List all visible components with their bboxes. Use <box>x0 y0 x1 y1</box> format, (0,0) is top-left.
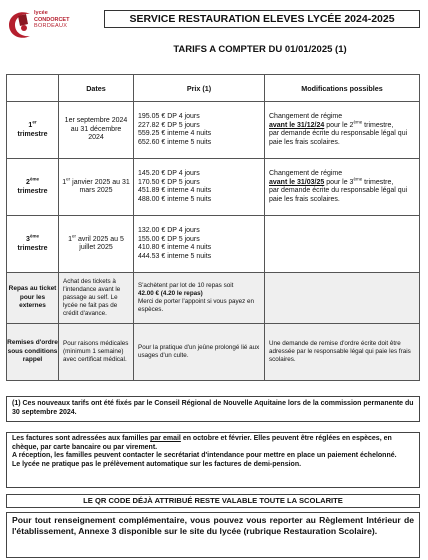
prix-line: 132.00 € DP 4 jours <box>138 227 200 234</box>
table-row-trimestre-3 <box>7 216 420 273</box>
logo-line3: BORDEAUX <box>34 23 68 29</box>
repas-prix: S'achètent par lot de 10 repas soit 42.00 € (4.20 le repas) Merci de porter l'appoint si vous payez en espèces. <box>134 273 265 324</box>
prix-line: 451.89 € interne 4 nuits <box>138 187 212 194</box>
email-emphasis: par email <box>150 435 181 442</box>
prix-line: 195.05 € DP 4 jours <box>138 113 200 120</box>
header-empty <box>7 75 59 102</box>
trimestre-modif: Changement de régime avant le 31/12/24 pour le 2ème trimestre, par demande écrite du responsable légal qui paie les frais scolaires. <box>265 102 420 159</box>
header-modif: Modifications possibles <box>265 75 420 102</box>
trimestre-modif: Changement de régime avant le 31/03/25 pour le 3ème trimestre, par demande écrite du responsable légal qui paie les frais scolaires. <box>265 159 420 216</box>
school-logo <box>6 6 86 46</box>
prix-line: 155.00 € DP 5 jours <box>138 235 200 243</box>
repas-label: Repas au ticket pour les externes <box>7 273 59 324</box>
header-dates: Dates <box>59 75 134 102</box>
prix-line: 488.00 € interne 5 nuits <box>138 195 212 203</box>
remises-label: Remises d'ordre sous conditions rappel <box>7 324 59 381</box>
logo-line1: lycée <box>34 10 48 16</box>
remises-prix: Pour la pratique d'un jeûne prolongé lié aux usages d'un culte. <box>134 324 265 381</box>
trimestre-modif-empty <box>265 216 420 273</box>
trimestre-label: 2ème trimestre <box>7 159 59 216</box>
remises-modif: Une demande de remise d'ordre écrite doit être adressée par le responsable légal qui paie les frais scolaires. <box>265 324 420 381</box>
prix-line: 559.25 € interne 4 nuits <box>138 130 212 137</box>
billing-note: Les factures sont adressées aux familles par email en octobre et février. Elles peuvent être réglées en espèces, en chèque, par carte bancaire ou par virement. A réception, les familles peuvent contacter le secrétariat d'intendance pour mettre en place un paiement échelonné. Le lycée ne pratique pas le prélèvement automatique sur les factures de demi-pension. <box>6 432 420 488</box>
trimestre-prix <box>134 216 265 273</box>
page-subtitle: TARIFS A COMPTER DU 01/01/2025 (1) <box>173 44 347 55</box>
page-title: SERVICE RESTAURATION ELEVES LYCÉE 2024-2025 <box>104 10 420 28</box>
info-note: Pour tout renseignement complémentaire, vous pouvez vous reporter au Règlement Intérieur de l'établissement, Annexe 3 disponible sur le site du lycée (rubrique Restauration Scolaire). <box>6 512 420 558</box>
repas-dates: Achat des tickets à l'intendance avant le passage au self. Le lycée ne fait pas de crédit d'avance. <box>59 273 134 324</box>
prix-line: 170.50 € DP 5 jours <box>138 178 200 186</box>
prix-line: 444.53 € interne 5 nuits <box>138 252 212 260</box>
table-row-repas <box>7 273 420 324</box>
prix-line: 227.82 € DP 5 jours <box>138 121 200 129</box>
repas-price: 42.00 € (4.20 le repas) <box>138 290 203 297</box>
trimestre-label: 3ème trimestre <box>7 216 59 273</box>
table-row-trimestre-2 <box>7 159 420 216</box>
deadline-text: avant le 31/03/25 <box>269 178 325 186</box>
logo-mark-icon <box>6 8 36 42</box>
prix-line: 410.80 € interne 4 nuits <box>138 244 212 251</box>
tarifs-table <box>6 74 420 381</box>
trimestre-dates: 1er avril 2025 au 5 juillet 2025 <box>59 216 134 273</box>
table-row-trimestre-1 <box>7 102 420 159</box>
trimestre-label: 1er trimestre <box>7 102 59 159</box>
trimestre-prix <box>134 102 265 159</box>
footnote-1: (1) Ces nouveaux tarifs ont été fixés par le Conseil Régional de Nouvelle Aquitaine lors de la commission permanente du 30 septembre 2024. <box>6 396 420 422</box>
deadline-text: avant le 31/12/24 <box>269 121 325 129</box>
logo-line2: CONDORCET <box>34 16 70 23</box>
prix-line: 145.20 € DP 4 jours <box>138 170 200 177</box>
logo-text <box>34 10 69 30</box>
trimestre-prix <box>134 159 265 216</box>
table-header-row <box>7 75 420 102</box>
trimestre-dates: 1er janvier 2025 au 31 mars 2025 <box>59 159 134 216</box>
prix-line: 652.60 € interne 5 nuits <box>138 138 212 146</box>
trimestre-dates: 1er septembre 2024 au 31 décembre 2024 <box>59 102 134 159</box>
qr-code-note: LE QR CODE DÉJÀ ATTRIBUÉ RESTE VALABLE TOUTE LA SCOLARITE <box>6 494 420 508</box>
repas-modif-empty <box>265 273 420 324</box>
remises-dates: Pour raisons médicales (minimum 1 semaine) avec certificat médical. <box>59 324 134 381</box>
header-prix: Prix (1) <box>134 75 265 102</box>
table-row-remises <box>7 324 420 381</box>
